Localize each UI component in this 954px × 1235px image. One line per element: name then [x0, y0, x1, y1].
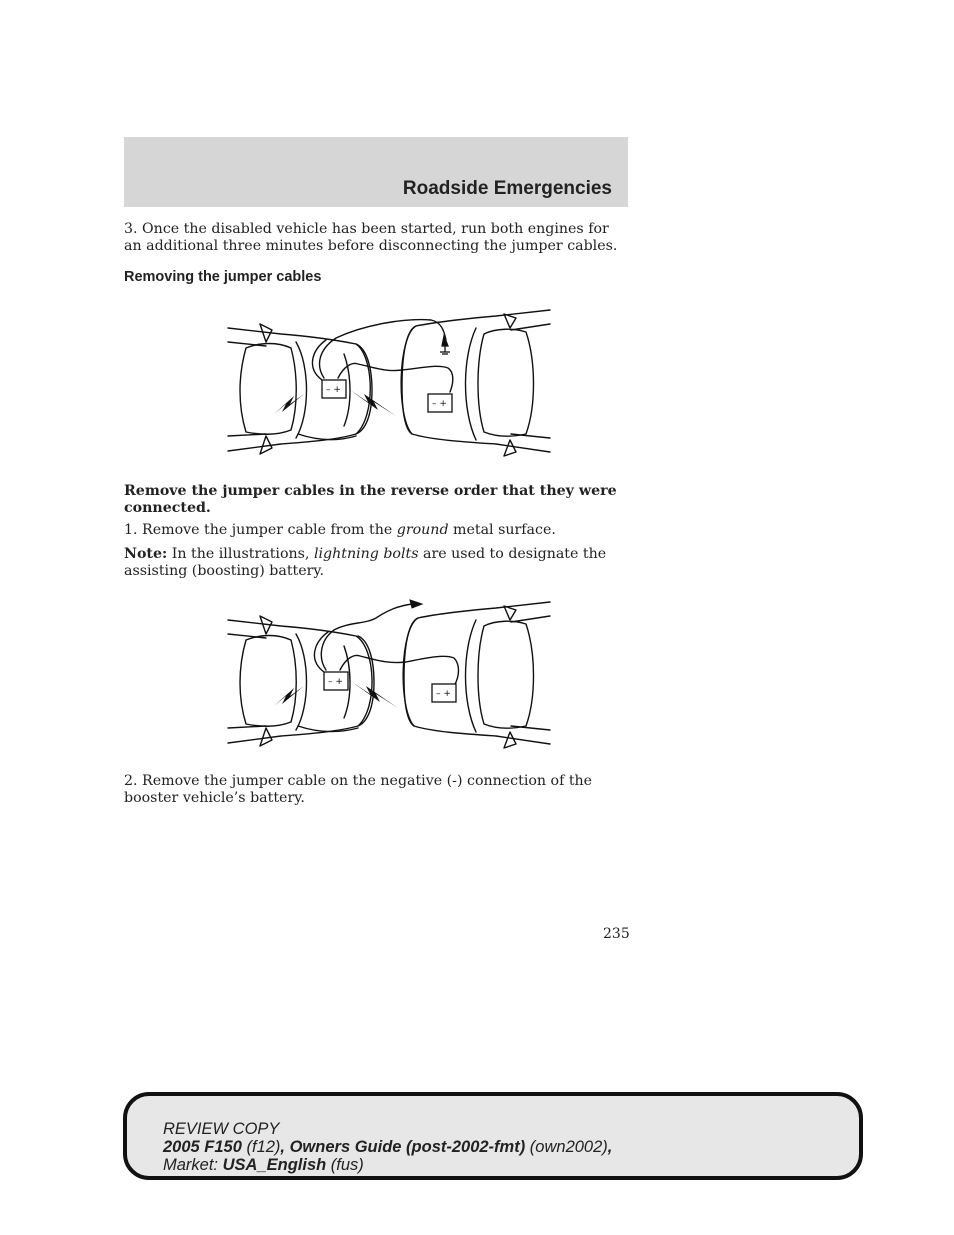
step-2-text: 2. Remove the jumper cable on the negative (-) connection of the booster vehicle’s battery.	[124, 773, 593, 806]
lightning-bolt-icon	[350, 390, 396, 416]
lightning-bolt-icon	[274, 394, 304, 414]
subheading: Removing the jumper cables	[124, 269, 322, 285]
lightning-bolt-icon	[352, 682, 398, 708]
step-1-text: 1. Remove the jumper cable from the ground metal surface.	[124, 522, 556, 538]
section-title: Roadside Emergencies	[402, 178, 612, 199]
step-3-text: 3. Once the disabled vehicle has been started, run both engines for an additional three minutes before disconnecting the jumper cables.	[124, 221, 618, 254]
battery-1-terminals: – +	[326, 385, 341, 395]
battery-3-terminals: – +	[328, 677, 343, 687]
header-band	[124, 137, 628, 207]
note-text: Note: In the illustrations, lightning bolts are used to designate the assisting (boosting) battery.	[124, 546, 607, 579]
review-copy-label: REVIEW COPY	[163, 1120, 280, 1138]
page-number: 235	[603, 926, 630, 942]
footer-text: REVIEW COPY 2005 F150 (f12), Owners Guide (post-2002-fmt) (own2002), Market: USA_English (fus)	[163, 1120, 613, 1174]
ground-term: ground	[396, 522, 449, 538]
battery-2-terminals: – +	[432, 399, 447, 409]
warning-text: Remove the jumper cables in the reverse order that they were connected.	[124, 483, 617, 516]
review-copy-footer	[123, 1092, 863, 1180]
jumper-cable-figure-1	[226, 306, 552, 468]
jumper-cable-figure-2	[226, 596, 552, 760]
lightning-bolt-icon	[274, 686, 304, 706]
lightning-bolts-term: lightning bolts	[313, 546, 419, 562]
note-label: Note:	[124, 546, 168, 562]
battery-4-terminals: – +	[436, 689, 451, 699]
